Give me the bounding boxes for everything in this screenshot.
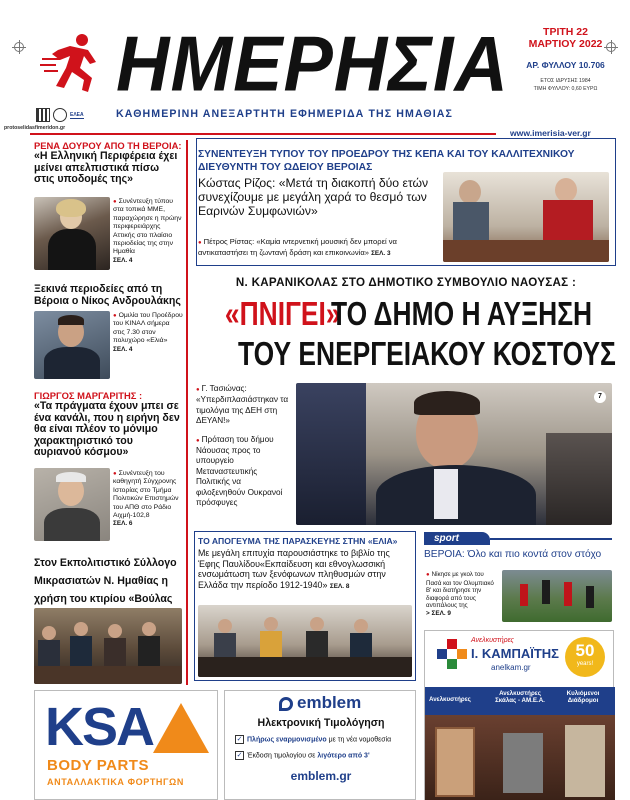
photo-press-conference xyxy=(443,172,609,262)
sport-rule xyxy=(490,538,612,540)
left-item3-headline: «Τα πράγματα έχουν μπει σε ένα κανάλι, που η ειρήνη δεν θα είναι πλέον το μόνιμο χαρακτηριστικό του αυριανού κόσμου» xyxy=(34,400,180,459)
column-divider xyxy=(186,140,188,685)
masthead-tagline: ΚΑΘΗΜΕΡΙΝΗ ΑΝΕΞΑΡΤΗΤΗ ΕΦΗΜΕΡΙΔΑ ΤΗΣ ΗΜΑΘΙΑΣ xyxy=(116,108,454,120)
photo-meeting-left xyxy=(34,608,182,684)
ad-emblem[interactable] xyxy=(224,690,416,800)
ad-ksa[interactable] xyxy=(34,690,218,800)
elia-page: ΣΕΛ. 8 xyxy=(329,582,350,590)
left-item1-headline: «Η Ελληνική Περιφέρεια έχει μείνει απελπιστικά πίσω στις υποδομές της» xyxy=(34,150,178,186)
main-headline-red: «ΠΝΙΓΕΙ» xyxy=(224,295,341,332)
emblem-check2: Έκδοση τιμολογίου σε xyxy=(247,752,318,760)
left-item3-text: ● Συνέντευξη του καθηγητή Σύγχρονης Ιστορίας στο Τμήμα Πολιτικών Επιστημών του ΑΠΘ στο Ράδιο Αιχμή-102,8 xyxy=(113,470,179,519)
main-headline-line1: ΤΟ ΔΗΜΟ Η ΑΥΞΗΣΗ xyxy=(331,295,593,332)
photo-androulakis xyxy=(34,311,110,379)
emblem-url[interactable]: emblem.gr xyxy=(290,769,352,783)
ksa-triangle-icon xyxy=(153,703,209,753)
years-label: years! xyxy=(576,661,594,667)
top-story-kicker: ΣΥΝΕΝΤΕΥΞΗ ΤΥΠΟΥ ΤΟΥ ΠΡΟΕΔΡΟΥ ΤΗΣ ΚΕΠΑ ΚΑΙ ΤΟΥ ΚΑΛΛΙΤΕΧΝΙΚΟΥ ΔΙΕΥΘΥΝΤΗ ΤΟΥ ΩΔΕΙΟΥ ΒΕΡΟΙΑΣ xyxy=(198,149,575,173)
kampaitis-photos xyxy=(425,715,615,800)
watermark: protoselidasfimeridon.gr xyxy=(4,125,66,131)
photo-karanikolas xyxy=(296,383,612,525)
emblem-check2-bold: λιγότερο από 3' xyxy=(317,752,370,760)
kampaitis-name: Ι. ΚΑΜΠΑΪΤΗΣ xyxy=(471,646,559,661)
kampaitis-cat2: Ανελκυστήρες Σκάλας - ΑΜ.Ε.Α. xyxy=(495,690,545,704)
elia-kicker: ΤΟ ΑΠΟΓΕΥΜΑ ΤΗΣ ΠΑΡΑΣΚΕΥΗΣ ΣΤΗΝ «ΕΛΙΑ» xyxy=(198,536,398,546)
founded-year: ΕΤΟΣ ΙΔΡΥΣΗΣ 1984 xyxy=(540,78,591,84)
issue-price: ΤΙΜΗ ΦΥΛΛΟΥ: 0,60 ΕΥΡΩ xyxy=(533,86,598,92)
left-item1-kicker: ΡΕΝΑ ΔΟΥΡΟΥ ΑΠΟ ΤΗ ΒΕΡΟΙΑ: xyxy=(34,140,182,151)
main-story-kicker: Ν. ΚΑΡΑΝΙΚΟΛΑΣ ΣΤΟ ΔΗΜΟΤΙΚΟ ΣΥΜΒΟΥΛΙΟ ΝΑΟΥΣΑΣ : xyxy=(235,276,577,289)
photo-margaritis xyxy=(34,468,110,541)
issue-number: ΑΡ. ΦΥΛΛΟΥ 10.706 xyxy=(526,60,605,70)
kampaitis-url: anelkam.gr xyxy=(491,663,531,672)
left-item1-text: ● Συνέντευξη τύπου στα τοπικά ΜΜΕ, παραχώρησε η πρώην περιφερειάρχης Αττικής στο πλαίσιο περιοδείας της στην Ημαθία xyxy=(113,198,181,255)
ksa-brand: KSA xyxy=(45,697,154,757)
main-bullet-1: ● Γ. Τασιώνας: «Υπερδιπλασιάστηκαν τα τιμολόγια της ΔΕΗ στη ΔΕΥΑΝ!» xyxy=(196,384,288,425)
sport-label-box xyxy=(424,532,490,545)
issue-day: ΤΡΙΤΗ 22 xyxy=(543,26,588,38)
masthead-title: ΗΜΕΡΗΣΙΑ xyxy=(116,19,509,108)
cubes-logo-icon xyxy=(437,639,467,669)
elia-text: Με μεγάλη επιτυχία παρουσιάστηκε το βιβλίο της Έφης Παυλίδου«Εκπαίδευση και εθνογλωσσική ενσωμάτωση των ξενόφωνων πληθυσμών στην Ελλάδα την περίοδο 1912-1940» xyxy=(198,548,390,590)
top-story-page: ΣΕΛ. 3 xyxy=(371,250,391,258)
kampaitis-top: Ανελκυστήρες xyxy=(471,637,514,644)
runner-logo-icon xyxy=(40,32,106,94)
kampaitis-cat3: Κυλιόμενοι Διάδρομοι xyxy=(566,690,600,704)
elea-badge: ΕΛΕΑ xyxy=(70,111,84,118)
ksa-line1: BODY PARTS xyxy=(47,757,149,774)
left-item2-page: ΣΕΛ. 4 xyxy=(113,345,133,353)
photo-elia-event xyxy=(198,605,412,677)
photo-dourou xyxy=(34,197,110,270)
left-item2-text: ● Ομιλία του Προέδρου του ΚΙΝΑΛ σήμερα στις 7.30 στον πολυχώρο «Ελιά» xyxy=(113,312,183,344)
left-item2-headline: Ξεκινά περιοδείες από τη Βέροια ο Νίκος Ανδρουλάκης xyxy=(34,283,181,307)
left-item3-kicker: ΓΙΩΡΓΟΣ ΜΑΡΓΑΡΙΤΗΣ : xyxy=(34,390,143,401)
sport-headline: ΒΕΡΟΙΑ: Όλο και πιο κοντά στον στόχο xyxy=(424,549,602,560)
masthead-rule xyxy=(30,133,496,135)
main-headline-line2: ΤΟΥ ΕΝΕΡΓΕΙΑΚΟΥ ΚΟΣΤΟΥΣ xyxy=(238,335,616,372)
qr-code-icon xyxy=(36,108,50,122)
ksa-line2: ΑΝΤΑΛΛΑΚΤΙΚΑ ΦΟΡΤΗΓΩΝ xyxy=(47,777,184,787)
emblem-title: Ηλεκτρονική Τιμολόγηση xyxy=(257,717,385,729)
years-number: 50 xyxy=(575,641,595,660)
top-story-subtext: ● Πέτρος Ρίστας: «Καμία ιντερνετική μουσική δεν μπορεί να αντικαταστήσει τη ζωντανή δράση και επικοινωνία» xyxy=(198,237,397,257)
emblem-check1: με τη νέα νομοθεσία xyxy=(326,736,392,744)
photo-badge: 7 xyxy=(594,391,606,403)
left-item4-headline: Στον Εκπολιτιστικό Σύλλογο Μικρασιατών Ν. Ημαθίας η χρήση του κτιρίου «Βούλας xyxy=(34,557,177,605)
emblem-check1-bold: Πλήρως εναρμονισμένο xyxy=(247,736,327,744)
website-link[interactable]: www.imerisia-ver.gr xyxy=(510,128,591,138)
left-item3-page: ΣΕΛ. 6 xyxy=(113,520,133,528)
ad-kampaitis[interactable] xyxy=(424,630,614,800)
registration-mark xyxy=(14,42,24,52)
kampaitis-cat-bar xyxy=(425,687,615,715)
check-icon: ✓ xyxy=(236,736,243,743)
emblem-brand: emblem xyxy=(297,693,362,712)
photo-football xyxy=(502,570,612,622)
issue-month: ΜΑΡΤΙΟΥ 2022 xyxy=(528,38,603,50)
sport-label: sport xyxy=(434,533,459,544)
emblem-icon xyxy=(53,108,67,122)
sport-page: > ΣΕΛ. 9 xyxy=(426,609,451,617)
emblem-logo-icon xyxy=(279,697,293,711)
top-story-headline: Κώστας Ρίζος: «Μετά τη διακοπή δύο ετών συνεχίζουμε με μεγάλη χαρά το θεσμό των Εαρινών Συμφωνιών» xyxy=(198,176,429,218)
left-item1-page: ΣΕΛ. 4 xyxy=(113,256,133,264)
check-icon: ✓ xyxy=(236,752,243,759)
sport-text: ● Νίκησε με γκολ του Πασά και τον Ολυμπιακό Β' και διατήρησε την διαφορά από τους αντιπάλους της xyxy=(426,571,494,609)
years-badge xyxy=(565,637,605,677)
main-bullet-2: ● Πρόταση του δήμου Νάουσας προς το υπουργείο Μεταναστευτικής Πολιτικής να φιλοξενηθούν Ουκρανοί πρόσφυγες xyxy=(196,435,282,507)
kampaitis-cat1: Ανελκυστήρες xyxy=(429,696,471,703)
